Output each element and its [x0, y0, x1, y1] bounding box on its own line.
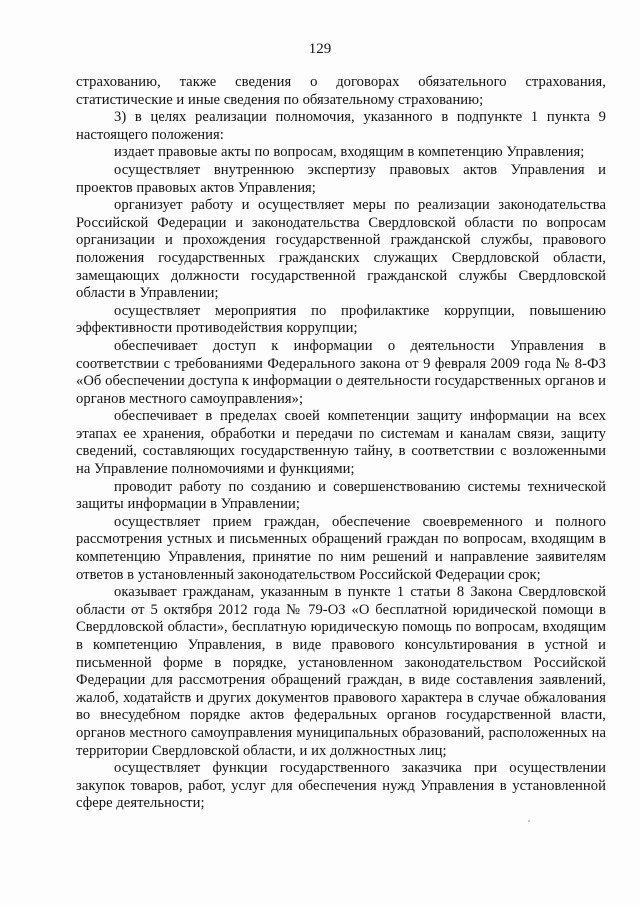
paragraph-civil-service: организует работу и осуществляет меры по реализации законодательства Российской Федерации и законодательства Свердловской области по вопросам организации и прохождения государственной гражданской службы, правового положения государственных гражданских служащих Свердловской области, замещающих должности государственной гражданской службы Свердловской области в Управлении;	[76, 197, 606, 302]
paragraph-state-customer: осуществляет функции государственного заказчика при осуществлении закупок товаров, работ, услуг для обеспечения нужд Управления в установленной сфере деятельности;	[76, 760, 606, 812]
paragraph-information-access: обеспечивает доступ к информации о деятельности Управления в соответствии с требованиями Федерального закона от 9 февраля 2009 года № 8-ФЗ «Об обеспечении доступа к информации о деятельности государственных органов и органов местного самоуправления»;	[76, 337, 606, 407]
paragraph-citizen-reception: осуществляет прием граждан, обеспечение своевременного и полного рассмотрения устных и письменных обращений граждан по вопросам, входящим в компетенцию Управления, принятие по ним решений и направление заявителям ответов в установленный законодательством Российской Федерации срок;	[76, 513, 606, 583]
paragraph-internal-expertise: осуществляет внутреннюю экспертизу правовых актов Управления и проектов правовых актов Управления;	[76, 161, 606, 196]
scan-speck	[528, 820, 530, 822]
paragraph-information-protection: обеспечивает в пределах своей компетенции защиту информации на всех этапах ее хранения, обработки и передачи по системам и каналам связи, защиту сведений, составляющих государственную тайну, в соответствии с возложенными на Управление полномочиями и функциями;	[76, 408, 606, 478]
paragraph-anti-corruption: осуществляет мероприятия по профилактике коррупции, повышению эффективности противодействия коррупции;	[76, 302, 606, 337]
paragraph-continuation: страхованию, также сведения о договорах обязательного страхования, статистические и иные сведения по обязательному страхованию;	[76, 74, 606, 108]
document-body	[76, 74, 606, 813]
paragraph-subitem-3: 3) в целях реализации полномочия, указанного в подпункте 1 пункта 9 настоящего положения:	[76, 109, 606, 143]
page-number: 129	[308, 41, 332, 57]
paragraph-technical-protection: проводит работу по созданию и совершенствованию системы технической защиты информации в Управлении;	[76, 478, 606, 513]
paragraph-legal-acts: издает правовые акты по вопросам, входящим в компетенцию Управления;	[114, 144, 585, 161]
paragraph-legal-aid: оказывает гражданам, указанным в пункте 1 статьи 8 Закона Свердловской области от 5 октября 2012 года № 79-ОЗ «О бесплатной юридической помощи в Свердловской области», бесплатную юридическую помощь по вопросам, входящим в компетенцию Управления, в виде правового консультирования в устной и письменной форме в порядке, установленном законодательством Российской Федерации для рассмотрения обращений граждан, в виде составления заявлений, жалоб, ходатайств и других документов правового характера в случае обжалования во внесудебном порядке актов федеральных органов государственной власти, органов местного самоуправления муниципальных образований, расположенных на территории Свердловской области, и их должностных лиц;	[76, 584, 606, 759]
